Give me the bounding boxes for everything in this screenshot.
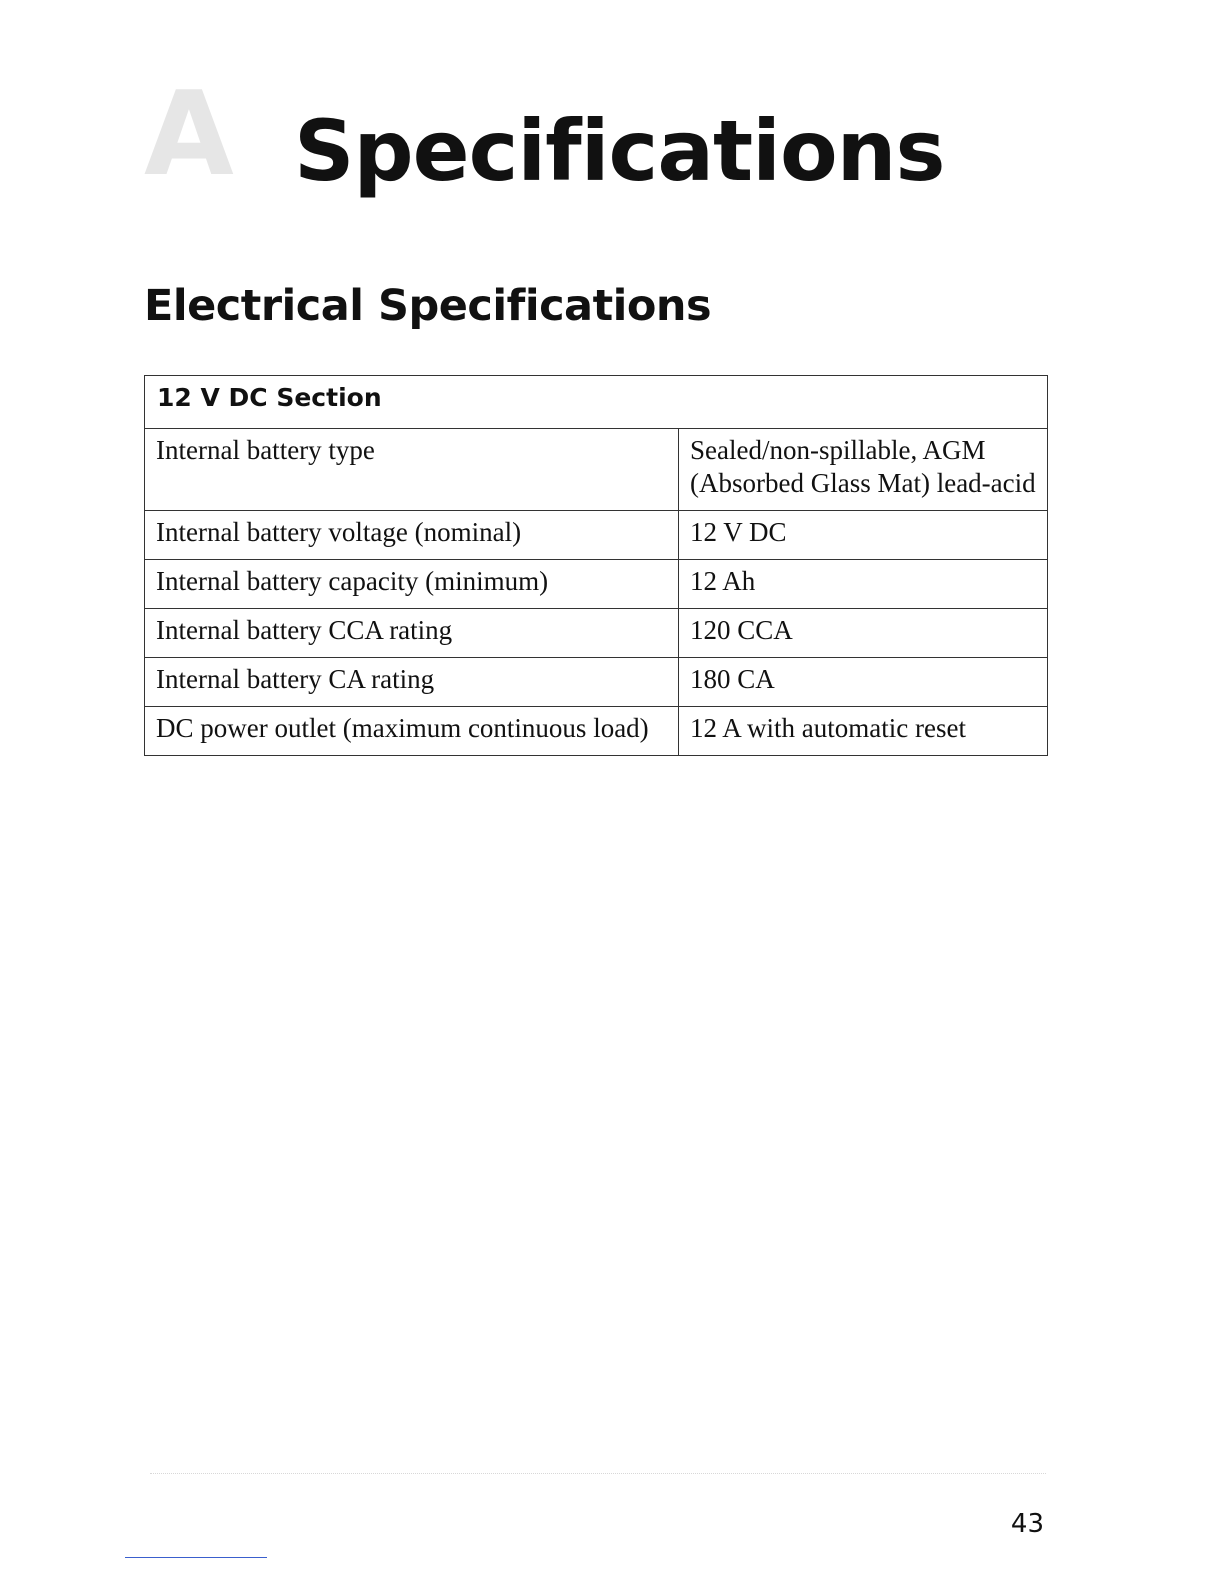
spec-value: 180 CA — [679, 658, 1048, 707]
spec-value: 12 A with automatic reset — [679, 707, 1048, 756]
section-heading: Electrical Specifications — [144, 281, 712, 331]
spec-value: Sealed/non-spillable, AGM (Absorbed Glass Mat) lead-acid — [679, 429, 1048, 511]
spec-label: Internal battery capacity (minimum) — [145, 560, 679, 609]
table-row — [145, 707, 1048, 756]
table-row — [145, 658, 1048, 707]
footer-rule — [125, 1557, 267, 1558]
page-number: 43 — [1010, 1509, 1044, 1539]
table-row — [145, 511, 1048, 560]
table-row — [145, 560, 1048, 609]
table-row — [145, 429, 1048, 511]
spec-value: 12 V DC — [679, 511, 1048, 560]
spec-label: Internal battery type — [145, 429, 679, 511]
spec-label: DC power outlet (maximum continuous load) — [145, 707, 679, 756]
spec-table — [144, 375, 1048, 756]
table-header-row — [145, 376, 1048, 429]
spec-value: 120 CCA — [679, 609, 1048, 658]
footer-divider — [150, 1473, 1046, 1474]
table-section-header: 12 V DC Section — [145, 376, 1048, 429]
spec-label: Internal battery CA rating — [145, 658, 679, 707]
appendix-letter: A — [144, 67, 234, 202]
chapter-title: Specifications — [294, 102, 945, 200]
table-row — [145, 609, 1048, 658]
spec-label: Internal battery CCA rating — [145, 609, 679, 658]
spec-value: 12 Ah — [679, 560, 1048, 609]
spec-label: Internal battery voltage (nominal) — [145, 511, 679, 560]
